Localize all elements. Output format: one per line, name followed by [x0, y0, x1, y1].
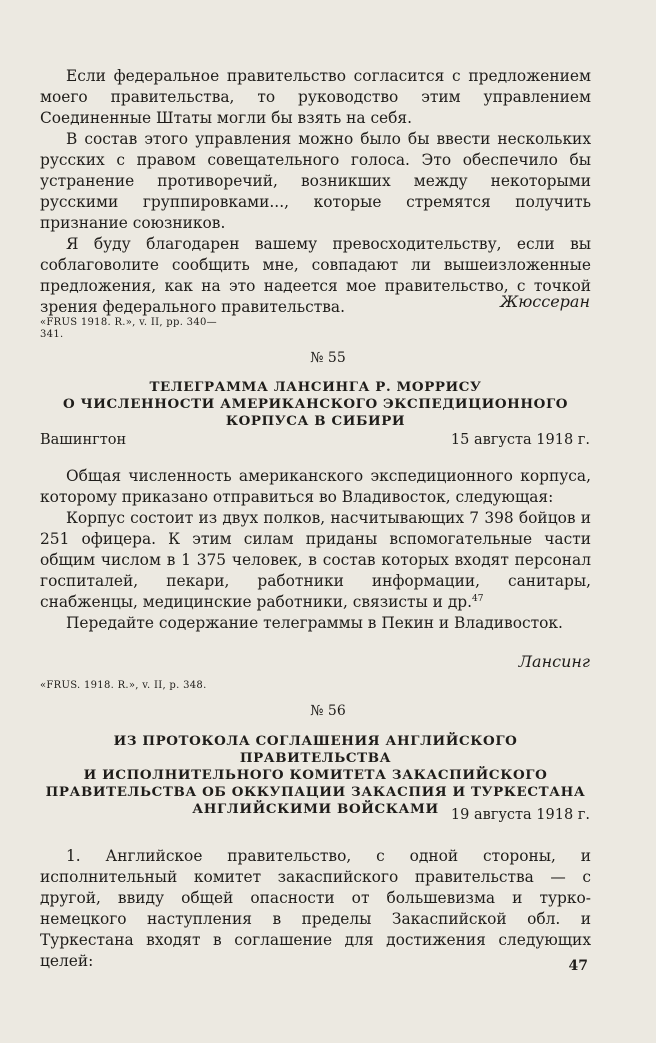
doc55-paragraph-2-text: Корпус состоит из двух полков, насчитывающих 7 398 бойцов и 251 офицера. К этим силам приданы вспомогательные части общим числом в 1 375 человек, в состав которых входят персонал госпиталей, пекари, работники информации, санитары, снабженцы, медицинские работники, связисты и др. — [40, 509, 591, 611]
doc54-signature: Жюссеран — [500, 292, 590, 311]
doc56-title-line-3: ПРАВИТЕЛЬСТВА ОБ ОККУПАЦИИ ЗАКАСПИЯ И ТУРКЕСТАНА — [45, 784, 586, 800]
doc54-paragraph-2: В состав этого управления можно было бы ввести нескольких русских с правом совещательного голоса. Это обеспечило бы устранение противоречий, возникших между некоторыми русскими группировками..., которые стремятся получить признание союзников. — [40, 130, 591, 232]
doc54-paragraph-3: Я буду благодарен вашему превосходительству, если вы соблаговолите сообщить мне, совпадают ли вышеизложенные предложения, как на это надеется мое правительство, с точкой зрения федерального правительства. — [40, 235, 591, 316]
doc55-source: «FRUS. 1918. R.», v. II, p. 348. — [40, 680, 207, 691]
doc54-source-line-2: 341. — [40, 329, 64, 340]
doc55-body — [40, 466, 591, 634]
doc56-number: № 56 — [310, 703, 346, 719]
doc56-title-line-2: И ИСПОЛНИТЕЛЬНОГО КОМИТЕТА ЗАКАСПИЙСКОГО — [83, 767, 548, 783]
doc55-title — [40, 379, 591, 430]
doc56-paragraph-1: 1. Английское правительство, с одной стороны, и исполнительный комитет закаспийского правительства — с другой, ввиду общей опасности от большевизма и турко-немецкого наступления в пределы Закаспийской обл. и Туркестана входят в соглашение для достижения следующих целей: — [40, 847, 591, 970]
doc55-paragraph-2 — [40, 508, 591, 613]
doc55-place: Вашингтон — [40, 432, 127, 448]
doc54-paragraph-1: Если федеральное правительство согласится с предложением моего правительства, то руководство этим управлением Соединенные Штаты могли бы взять на себя. — [40, 67, 591, 127]
doc56-date: 19 августа 1918 г. — [450, 807, 590, 823]
doc54-source — [40, 317, 217, 341]
doc54-body — [40, 66, 591, 318]
doc55-number: № 55 — [310, 350, 346, 366]
footnote-ref-47: 47 — [472, 594, 484, 604]
doc56-title-line-4: АНГЛИЙСКИМИ ВОЙСКАМИ — [192, 801, 439, 817]
doc55-paragraph-3: Передайте содержание телеграммы в Пекин и Владивосток. — [66, 614, 563, 632]
doc54-source-line-1: «FRUS 1918. R.», v. II, pp. 340— — [40, 317, 217, 328]
doc55-signature: Лансинг — [518, 652, 590, 671]
page-number: 47 — [568, 958, 588, 974]
doc56-title-line-1: ИЗ ПРОТОКОЛА СОГЛАШЕНИЯ АНГЛИЙСКОГО ПРАВИТЕЛЬСТВА — [113, 733, 518, 766]
doc55-title-line-1: ТЕЛЕГРАММА ЛАНСИНГА Р. МОРРИСУ — [149, 379, 482, 395]
doc55-paragraph-1: Общая численность американского экспедиционного корпуса, которому приказано отправиться во Владивосток, следующая: — [40, 467, 591, 506]
doc55-title-line-2: О ЧИСЛЕННОСТИ АМЕРИКАНСКОГО ЭКСПЕДИЦИОННОГО — [62, 396, 569, 412]
doc55-date: 15 августа 1918 г. — [450, 432, 590, 448]
doc55-title-line-3: КОРПУСА В СИБИРИ — [225, 413, 406, 429]
doc56-body — [40, 846, 591, 972]
